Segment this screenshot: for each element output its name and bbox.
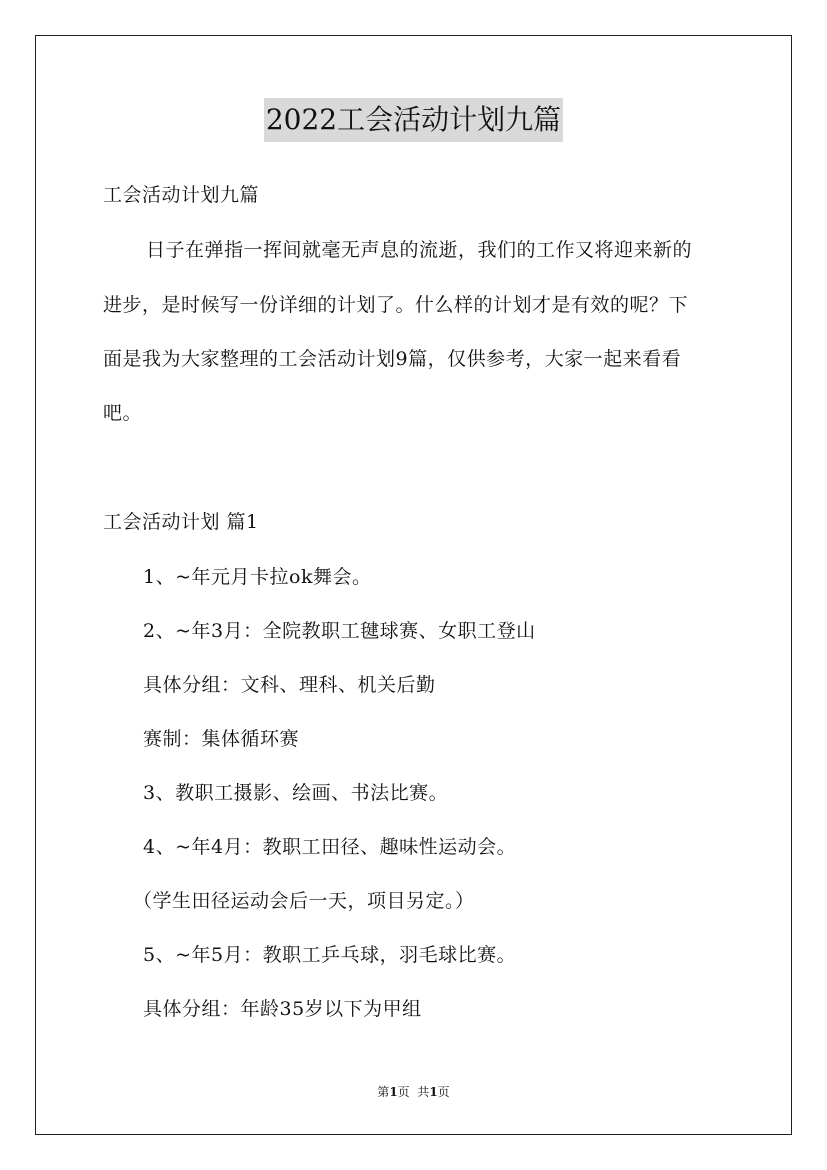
intro-line-1: 日子在弹指一挥间就毫无声息的流逝，我们的工作又将迎来新的	[146, 239, 693, 261]
intro-line-3: 面是我为大家整理的工会活动计划9篇，仅供参考，大家一起来看看	[103, 348, 682, 370]
list-item: 1、~年元月卡拉ok舞会。	[143, 566, 372, 588]
footer-label-pre: 第	[377, 1085, 390, 1099]
footer-page-total: 1	[429, 1085, 438, 1099]
document-title: 2022工会活动计划九篇	[264, 98, 563, 142]
list-item: 赛制：集体循环赛	[143, 728, 300, 750]
list-item: 3、教职工摄影、绘画、书法比赛。	[143, 782, 449, 804]
section-heading: 工会活动计划 篇1	[103, 511, 259, 533]
list-item: （学生田径运动会后一天，项目另定。）	[133, 890, 475, 912]
page-footer	[0, 1083, 827, 1100]
intro-line-4: 吧。	[103, 402, 143, 424]
list-item: 2、~年3月：全院教职工毽球赛、女职工登山	[143, 620, 536, 642]
footer-label-mid: 页 共	[397, 1085, 430, 1099]
list-item: 4、~年4月：教职工田径、趣味性运动会。	[143, 836, 517, 858]
list-item: 具体分组：文科、理科、机关后勤	[143, 674, 436, 696]
list-item: 5、~年5月：教职工乒乓球，羽毛球比赛。	[143, 944, 517, 966]
list-item: 具体分组：年龄35岁以下为甲组	[143, 998, 422, 1020]
footer-page-number: 1	[389, 1085, 398, 1099]
intro-line-2: 进步，是时候写一份详细的计划了。什么样的计划才是有效的呢？下	[103, 294, 689, 316]
document-subtitle: 工会活动计划九篇	[103, 184, 260, 206]
footer-label-post: 页	[437, 1085, 450, 1099]
document-title-wrap	[0, 98, 827, 142]
